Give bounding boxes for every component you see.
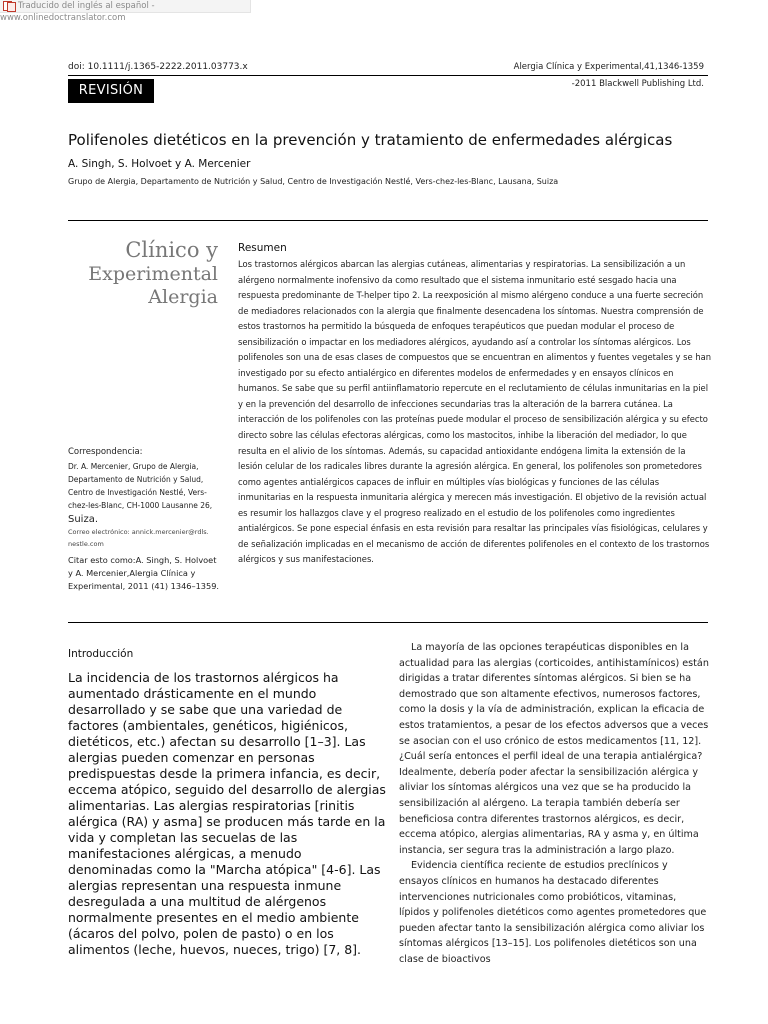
right-paragraph-1: La mayoría de las opciones terapéuticas disponibles en la actualidad para las alergias (corticoides, antihistamínicos) están dirigidas a tratar diferentes síntomas alérgicos. Si bien se ha demostrado que son altamente efectivos, numerosos factores, como la dosis y la vía de administración, explican la eficacia de estos tratamientos, a pesar de los efectos adversos que a veces se asocian con el uso crónico de estos medicamentos [11, 12]. ¿Cuál sería entonces el perfil ideal de una terapia antialérgica? Idealmente, debería poder afectar la sensibilización alérgica y aliviar los síntomas alérgicos una vez que se ha producido la sensibilización al alérgeno. La terapia también debería ser beneficiosa contra diferentes trastornos alérgicos, es decir, eccema atópico, alergias alimentarias, RA y asma y, en última instancia, ser segura tras la administración a largo plazo. [399,642,709,856]
introduction-left-column: La incidencia de los trastornos alérgicos ha aumentado drásticamente en el mundo desarrollado y se sabe que una variedad de factores (ambientales, genéticos, higiénicos, dietéticos, etc.) afectan su desarrollo [1–3]. Las alergias pueden comenzar en personas predispuestas desde la primera infancia, es decir, eccema atópico, seguido del desarrollo de alergias alimentarias. Las alergias respiratorias [rinitis alérgica (RA) y asma] se producen más tarde en la vida y completan las secuelas de las manifestaciones alérgicas, a menudo denominadas como la "Marcha atópica" [4-6]. Las alergias representan una respuesta inmune desregulada a una multitud de alérgenos normalmente presentes en el medio ambiente (ácaros del polvo, polen de pasto) o en los alimentos (leche, huevos, nueces, trigo) [7, 8]. [68,670,386,957]
divider-middle [68,220,708,221]
copyright: -2011 Blackwell Publishing Ltd. [571,79,704,89]
journal-logo-line2: Experimental [88,263,218,286]
journal-logo-line1: Clínico y [125,238,218,262]
journal-citation: Alergia Clínica y Experimental,41,1346-1359 [513,62,704,72]
correspondence-email[interactable]: Correo electrónico: annick.mercenier@rdls. nestle.com [68,528,209,548]
translator-banner[interactable] [0,0,251,23]
correspondence-label: Correspondencia: [68,447,143,457]
section-label: REVISIÓN [68,79,154,103]
journal-logo-line3: Alergia [148,285,218,308]
authors: A. Singh, S. Holvoet y A. Mercenier [68,158,251,170]
affiliation: Grupo de Alergia, Departamento de Nutrición y Salud, Centro de Investigación Nestlé, Vers-chez-les-Blanc, Lausana, Suiza [68,177,559,186]
abstract-heading: Resumen [238,242,287,254]
banner-text: Traducido del inglés al español - www.onlinedoctranslator.com [0,1,155,23]
correspondence-address: Dr. A. Mercenier, Grupo de Alergia, Departamento de Nutrición y Salud, Centro de Investigación Nestlé, Vers-chez-les-Blanc, CH-1000 Lausanne 26, [68,461,213,511]
divider-top [68,75,708,76]
article-title: Polifenoles dietéticos en la prevención y tratamiento de enfermedades alérgicas [68,131,673,149]
divider-bottom [68,622,708,623]
introduction-right-column [399,640,710,967]
correspondence [68,445,223,594]
right-paragraph-2: Evidencia científica reciente de estudios preclínicos y ensayos clínicos en humanos ha destacado diferentes intervenciones nutricionales como probióticos, vitaminas, lípidos y polifenoles dietéticos como agentes prometedores que pueden afectar tanto la sensibilización alérgica como aliviar los síntomas alérgicos [13–15]. Los polifenoles dietéticos son una clase de bioactivos [399,860,707,965]
doi: doi: 10.1111/j.1365-2222.2011.03773.x [68,62,248,72]
citation: Citar esto como:A. Singh, S. Holvoet y A. Mercenier,Alergia Clínica y Experimental, 2011 (41) 1346–1359. [68,555,220,592]
translate-icon [3,1,15,10]
introduction-heading: Introducción [68,648,134,660]
journal-logo [70,238,218,309]
abstract-text: Los trastornos alérgicos abarcan las alergias cutáneas, alimentarias y respiratorias. La sensibilización a un alérgeno normalmente inofensivo da como resultado que el sistema inmunitario esté sesgado hacia una respuesta predominante de T-helper tipo 2. La reexposición al mismo alérgeno conduce a una fuerte secreción de mediadores relacionados con la alergia que finalmente desencadena los síntomas. Nuestra comprensión de estos trastornos ha permitido la búsqueda de enfoques terapéuticos que puedan modular el proceso de sensibilización o impactar en los mediadores alérgicos, ayudando así a controlar los síntomas alérgicos. Los polifenoles son una de esas clases de compuestos que se encuentran en alimentos y fuentes vegetales y se han investigado por su efecto antialérgico en diferentes modelos de enfermedades y en ensayos clínicos en humanos. Se sabe que su perfil antiinflamatorio repercute en el reclutamiento de células inmunitarias en la piel y en la prevención del desarrollo de infecciones secundarias tras la alteración de la barrera cutánea. La interacción de los polifenoles con las proteínas puede modular el proceso de sensibilización alérgica y su efecto directo sobre las células efectoras alérgicas, como los mastocitos, inhibe la liberación del mediador, lo que resulta en el alivio de los síntomas. Además, su capacidad antioxidante endógena limita la extensión de la lesión celular de los radicales libres durante la agresión alérgica. En general, los polifenoles son prometedores como agentes antialérgicos capaces de influir en múltiples vías biológicas y funciones de las células inmunitarias en la respuesta inmunitaria alérgica y merecen más investigación. El objetivo de la revisión actual es resumir los hallazgos clave y el progreso realizado en el estudio de los polifenoles como ingredientes antialérgicos. Se pone especial énfasis en esta revisión para resaltar las principales vías fisiológicas, celulares y de señalización implicadas en el mecanismo de acción de diferentes polifenoles en el contexto de los trastornos alérgicos y sus manifestaciones. [238,259,712,565]
correspondence-city: Suiza. [68,514,99,526]
